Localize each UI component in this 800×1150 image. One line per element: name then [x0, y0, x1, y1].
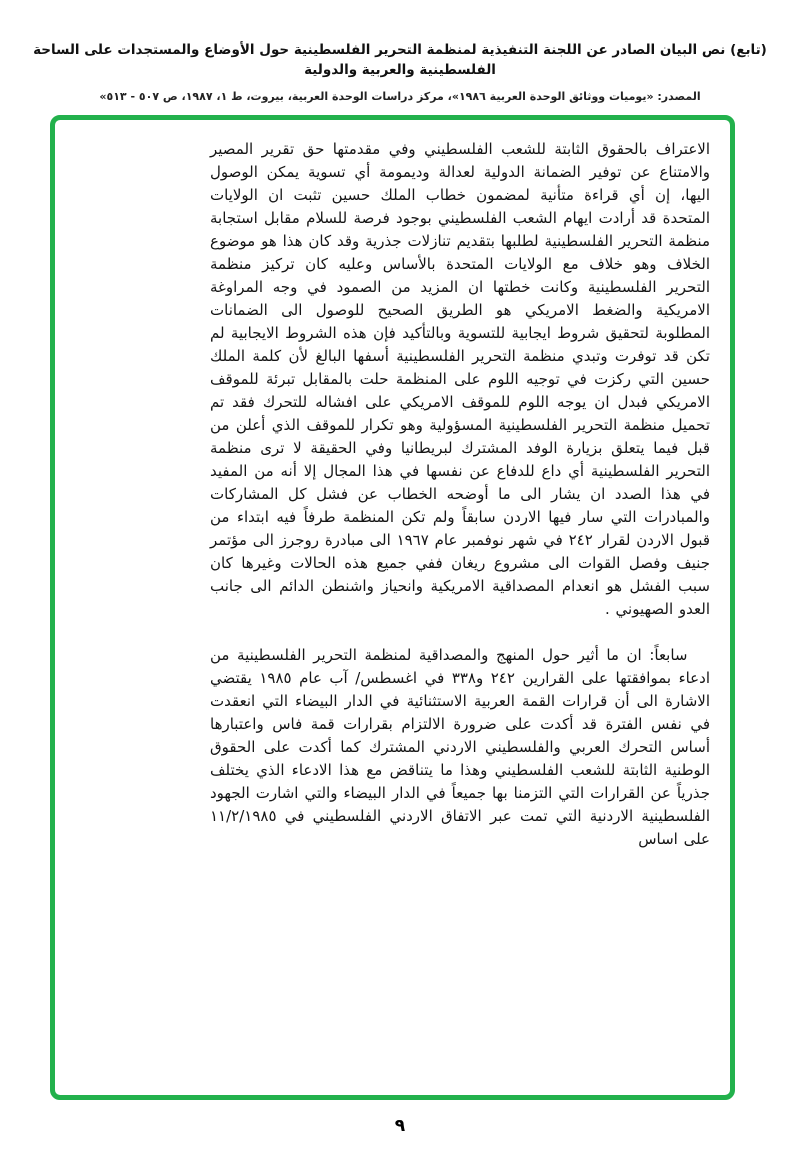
- document-header: [15, 40, 785, 103]
- body-text: [210, 138, 710, 851]
- page-number: ٩: [394, 1116, 406, 1136]
- document-source: المصدر: «يوميات ووثائق الوحدة العربية ١٩٨٦»، مركز دراسات الوحدة العربية، بيروت، ط ١، ١٩٨٧، ص ٥٠٧ - ٥١٣»: [99, 89, 701, 103]
- paragraph-2: سابعاً: ان ما أثير حول المنهج والمصداقية لمنظمة التحرير الفلسطينية من ادعاء بموافقتها على القرارين ٢٤٢ و٣٣٨ في اغسطس/ آب عام ١٩٨٥ يقتضي الاشارة الى أن قرارات القمة العربية الاستثنائية في الدار البيضاء التي انعقدت في نفس الفترة قد أكدت على ضرورة الالتزام بقرارات قمة فاس واعتبارها أساس التحرك العربي والفلسطيني الاردني المشترك كما أكدت على الحقوق الوطنية الثابتة للشعب الفلسطيني وهذا ما يتناقض مع هذا الادعاء الذي يختلف جذرياً عن القرارات التي التزمنا بها جميعاً في الدار البيضاء والتي اشارت الجهود الفلسطينية الاردنية التي تمت عبر الاتفاق الاردني الفلسطيني في ١١/٢/١٩٨٥ على اساس: [210, 646, 710, 848]
- paragraph-1: الاعتراف بالحقوق الثابتة للشعب الفلسطيني وفي مقدمتها حق تقرير المصير والامتناع عن توفير الضمانة الدولية لعدالة وديمومة أي تسوية يمكن الوصول اليها، إن أي قراءة متأنية لمضمون خطاب الملك حسين تثبت ان الولايات المتحدة قد أرادت ايهام الشعب الفلسطيني بوجود فرصة للسلام مقابل استجابة منظمة التحرير الفلسطينية لطلبها بتقديم تنازلات جذرية وقد كان هذا هو موضوع الخلاف وهو خلاف مع الولايات المتحدة بالأساس وعليه كان تركيز منظمة التحرير الفلسطينية وكانت خطتها ان المزيد من الصمود في وجه المراوغة الامريكية والضغط الامريكي هو الطريق الصحيح للوصول الى الضمانات المطلوبة لتحقيق شروط ايجابية للتسوية وبالتأكيد فإن هذه الشروط الايجابية لم تكن قد توفرت وتبدي منظمة التحرير الفلسطينية أسفها البالغ لأن كلمة الملك حسين التي ركزت في توجيه اللوم على المنظمة حلت بالمقابل تبرئة للموقف الامريكي فبدل ان يوجه اللوم للموقف الامريكي على افشاله للتحرك فقد تم تحميل منظمة التحرير الفلسطينية المسؤولية وهو تكرار للموقف الذي أعلن من قبل فيما يتعلق بزيارة الوفد المشترك لبريطانيا وفي الحقيقة لا ترى منظمة التحرير الفلسطينية أي داع للدفاع عن نفسها في هذا المجال إلا أنه من المفيد في هذا الصدد ان يشار الى ما أوضحه الخطاب عن فشل كل المشاركات والمبادرات التي سار فيها الاردن سابقاً ولم تكن المنظمة طرفاً فيه ابتداء من قبول الاردن لقرار ٢٤٢ في شهر نوفمبر عام ١٩٦٧ الى مبادرة روجرز الى مؤتمر جنيف وفصل القوات الى مشروع ريغان ففي جميع هذه الحالات وغيرها كان سبب الفشل هو انعدام المصداقية الامريكية وانحياز واشنطن الدائم الى جانب العدو الصهيوني .: [210, 140, 711, 618]
- green-highlight-frame: [50, 115, 735, 1100]
- document-title: (تابع) نص البيان الصادر عن اللجنة التنفيذية لمنظمة التحرير الفلسطينية حول الأوضاع والمستجدات على الساحة الفلسطينية والعربية والدولية: [33, 42, 767, 79]
